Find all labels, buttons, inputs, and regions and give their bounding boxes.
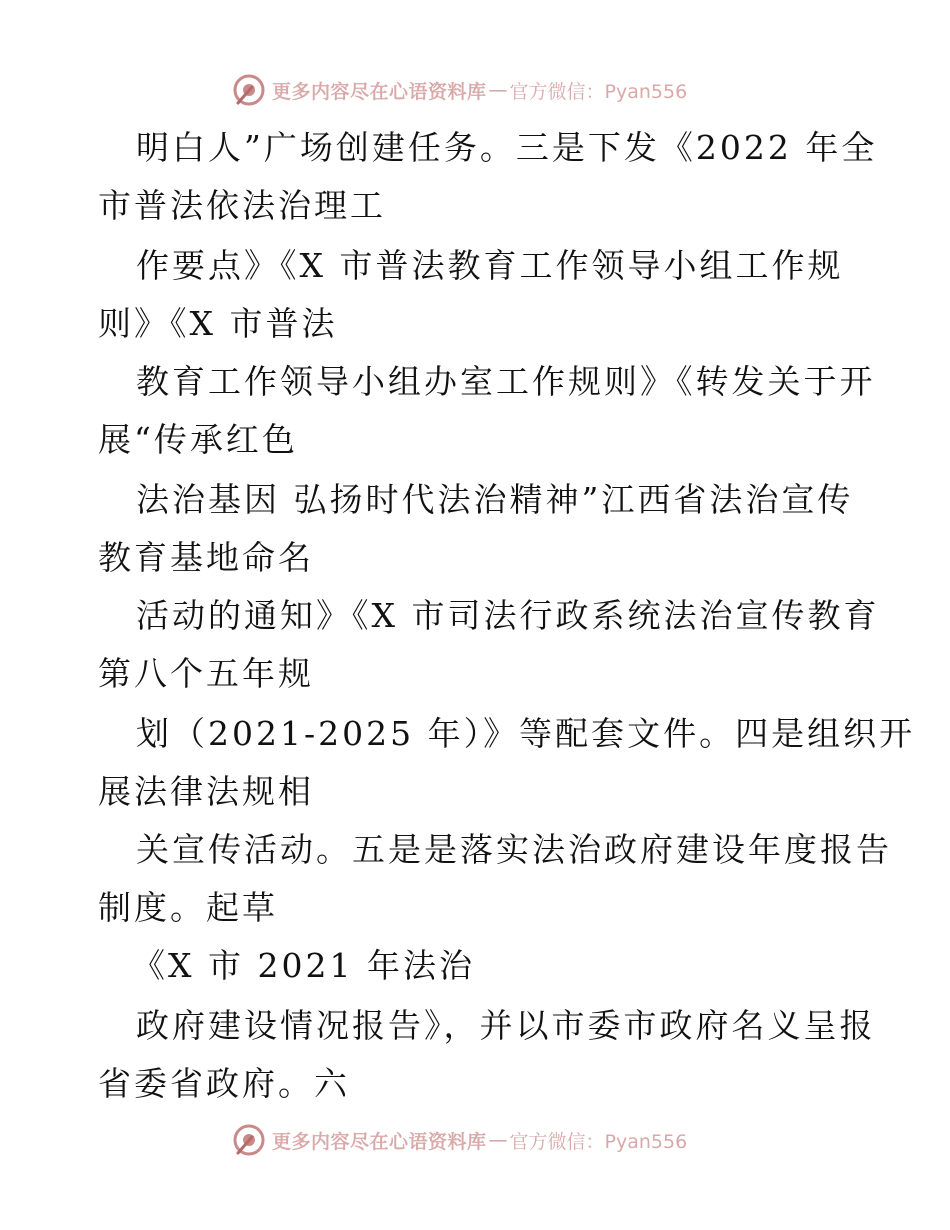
text-line: 作要点》《X 市普法教育工作领导小组工作规 [136,246,844,285]
text-line: 明白人”广场创建任务。三是下发《2022 年全 [136,128,878,167]
text-line: 省委省政府。六 [98,1064,350,1103]
text-line: 活动的通知》《X 市司法行政系统法治宣传教育 [136,596,880,635]
text-line: 《X 市 2021 年法治 [132,946,475,985]
header-watermark [232,72,687,108]
text-line: 展“传承红色 [98,420,298,459]
footer-watermark [232,1122,687,1158]
watermark-separator: — [488,1129,508,1151]
watermark-contact: 官方微信：Pyan556 [509,80,688,103]
text-line: 划（2021-2025 年）》等配套文件。四是组织开 [136,714,916,753]
text-line: 制度。起草 [98,888,278,927]
watermark-separator: — [488,79,508,101]
watermark-text: 更多内容尽在心语资料库 [272,1130,487,1153]
text-line: 法治基因 弘扬时代法治精神”江西省法治宣传 [136,480,854,519]
text-line: 政府建设情况报告》，并以市委市政府名义呈报 [136,1006,876,1045]
text-line: 则》《X 市普法 [98,304,338,343]
pen-logo-icon [232,1123,266,1157]
text-line: 教育工作领导小组办室工作规则》《转发关于开 [136,362,876,401]
text-line: 关宣传活动。五是是落实法治政府建设年度报告 [136,830,892,869]
watermark-contact: 官方微信：Pyan556 [509,1130,688,1153]
text-line: 教育基地命名 [98,538,314,577]
text-line: 展法律法规相 [98,772,314,811]
watermark-text: 更多内容尽在心语资料库 [272,80,487,103]
text-line: 市普法依法治理工 [98,186,386,225]
pen-logo-icon [232,73,266,107]
text-line: 第八个五年规 [98,654,314,693]
